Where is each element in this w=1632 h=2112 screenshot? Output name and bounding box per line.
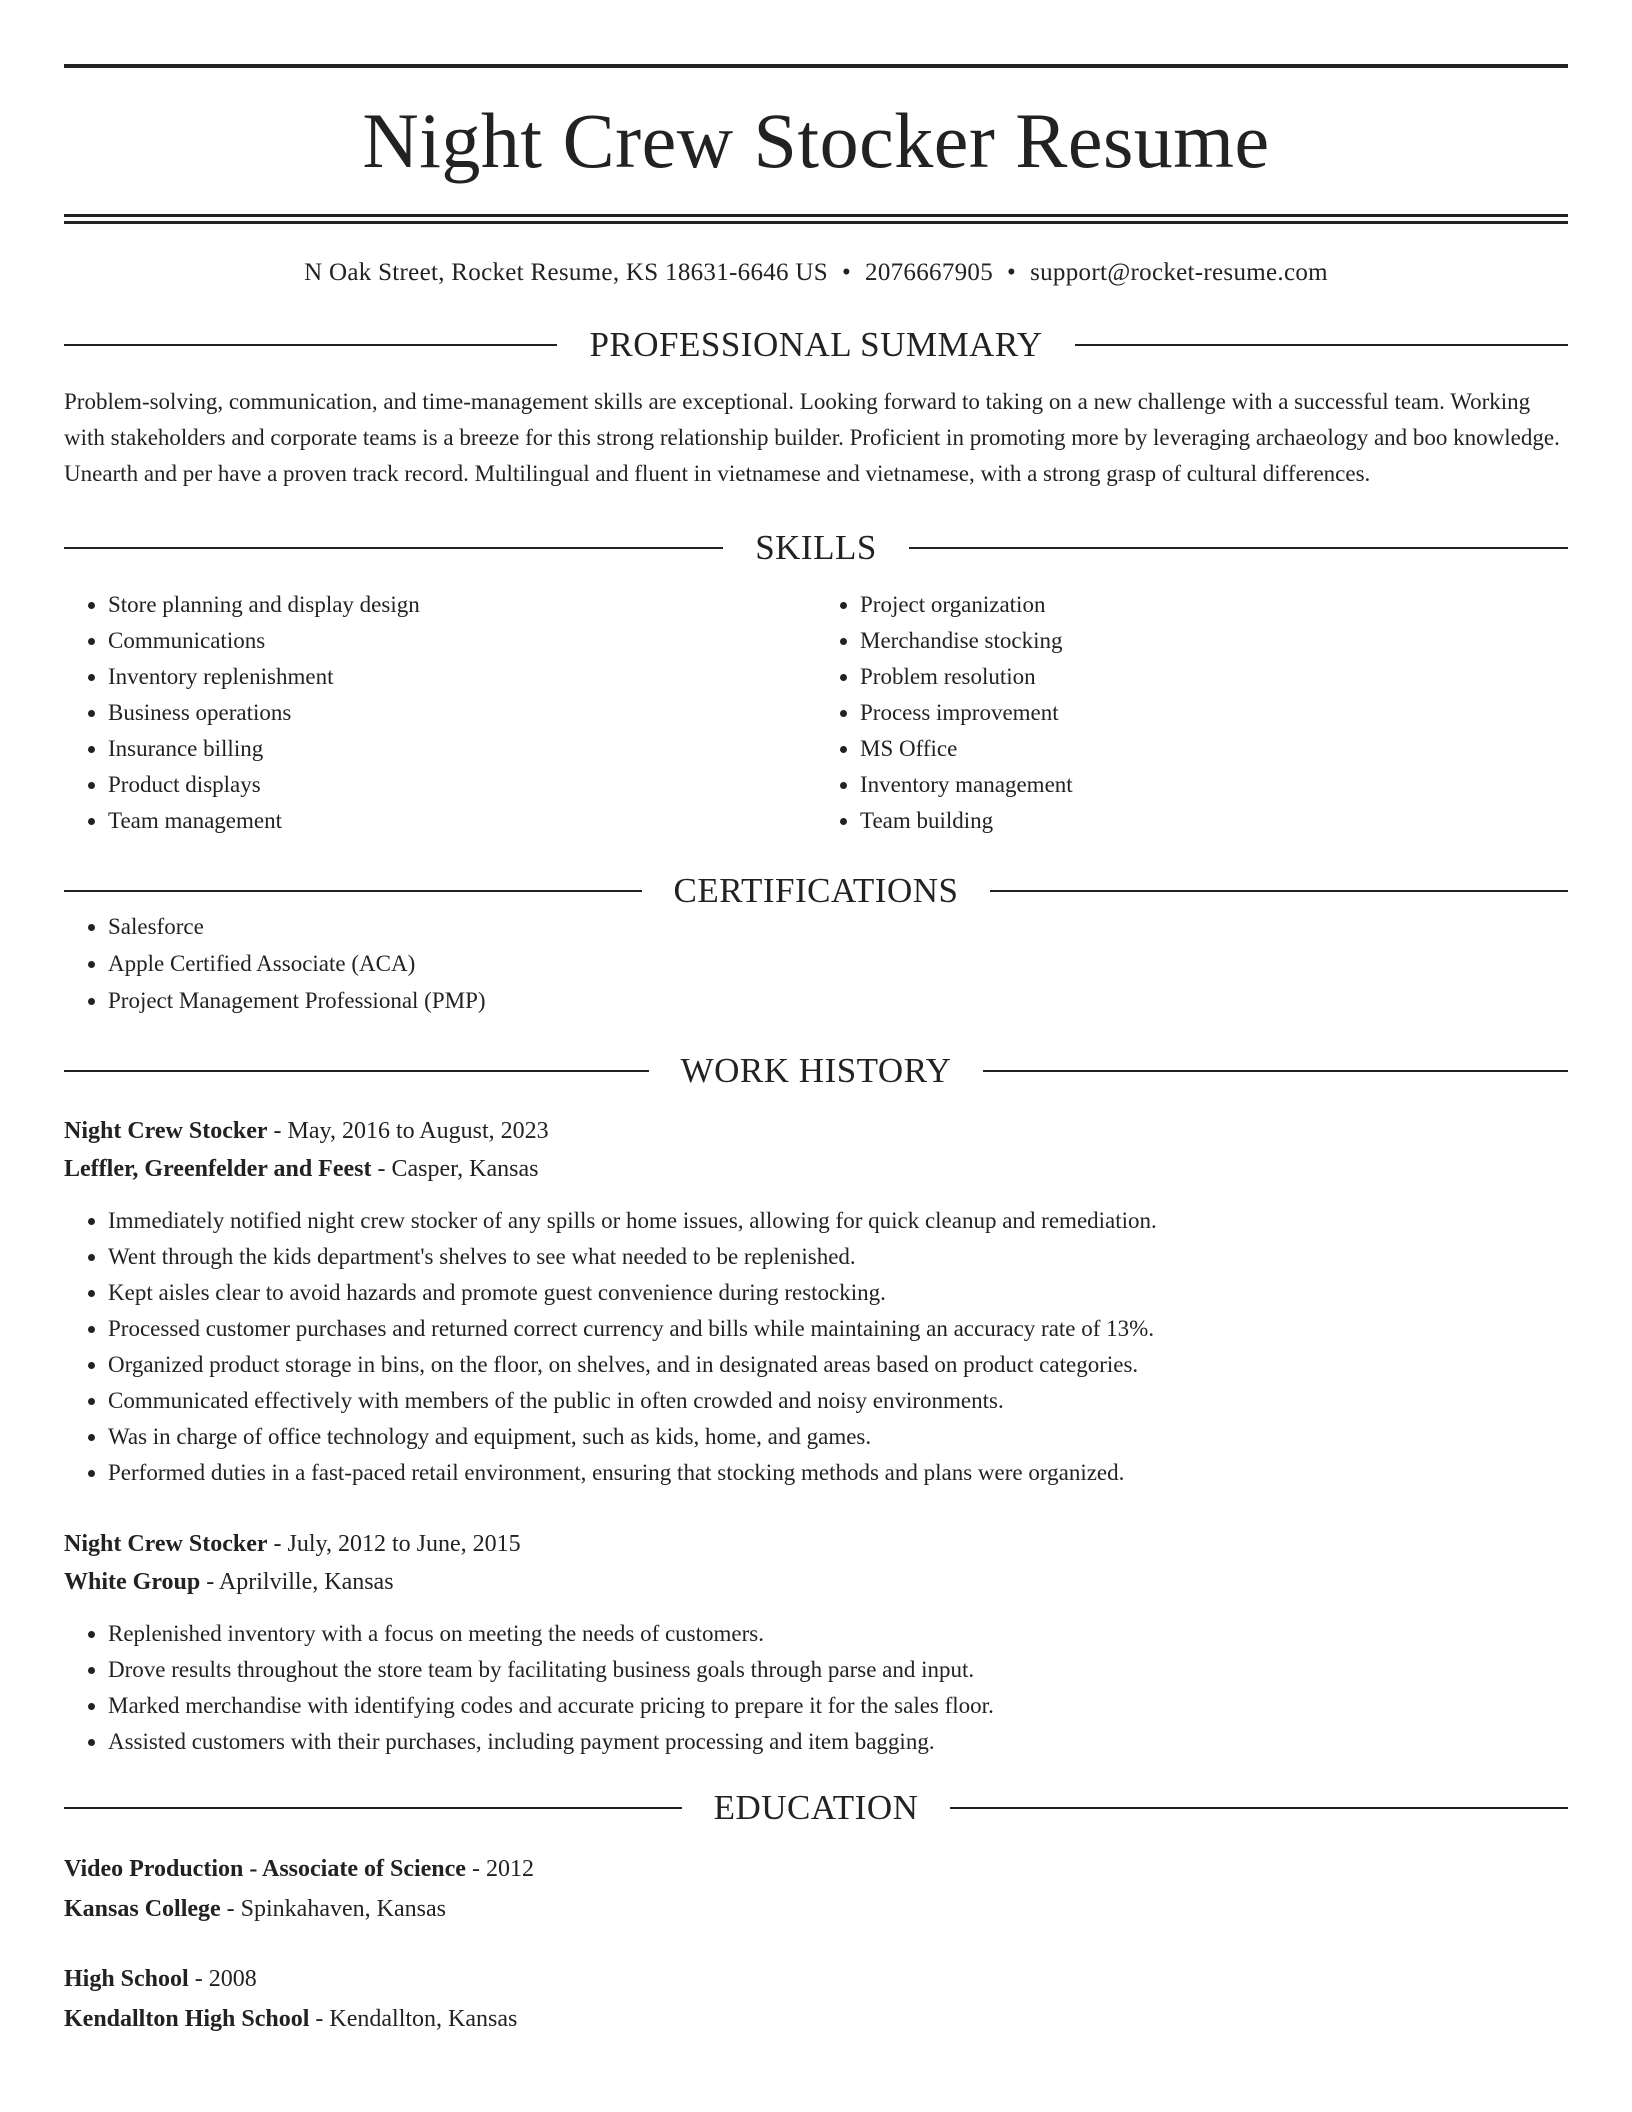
job-title-line [64, 1525, 1568, 1563]
education-location: - Kendallton, Kansas [309, 2006, 518, 2032]
job-location: - Aprilville, Kansas [200, 1569, 394, 1595]
title-block [64, 64, 1568, 224]
contact-separator: • [841, 259, 852, 286]
certification-item: • Apple Certified Associate (ACA) [108, 945, 1568, 982]
heading-rule [950, 1807, 1568, 1809]
contact-line [64, 260, 1568, 285]
heading-rule [990, 890, 1568, 892]
job-title: Night Crew Stocker [64, 1118, 268, 1144]
resume-title: Night Crew Stocker Resume [362, 97, 1270, 184]
job-dates: - May, 2016 to August, 2023 [267, 1118, 549, 1144]
job-company: White Group [64, 1569, 201, 1595]
heading-rule [64, 890, 642, 892]
job-duty: • Was in charge of office technology and equipment, such as kids, home, and games. [108, 1419, 1568, 1455]
heading-rule [64, 547, 723, 549]
heading-rule [909, 547, 1568, 549]
contact-email: support@rocket-resume.com [1030, 259, 1328, 286]
certifications-list [64, 908, 1568, 1019]
skill-item: • Project organization [860, 587, 1568, 623]
education-year: - 2008 [188, 1966, 257, 1992]
job-company-line [64, 1563, 1568, 1601]
education-school-line [64, 1889, 1568, 1929]
contact-address: N Oak Street, Rocket Resume, KS 18631-6646 US [304, 259, 828, 286]
skill-item: • Team building [860, 803, 1568, 839]
education-school-line [64, 1999, 1568, 2039]
title-double-rule [64, 214, 1568, 224]
education-degree-line [64, 1959, 1568, 1999]
skills-list-left [64, 587, 816, 839]
section-title: SKILLS [755, 528, 877, 567]
certification-item: • Project Management Professional (PMP) [108, 982, 1568, 1019]
skill-item: • Store planning and display design [108, 587, 816, 623]
job-duty: • Went through the kids department's shelves to see what needed to be replenished. [108, 1239, 1568, 1275]
education-entry [64, 1849, 1568, 1929]
education-school: Kendallton High School [64, 2006, 310, 2032]
job-duties-list [64, 1616, 1568, 1760]
heading-rule [1075, 344, 1568, 346]
job-duty: • Drove results throughout the store team by facilitating business goals through parse and input. [108, 1652, 1568, 1688]
skill-item: • Team management [108, 803, 816, 839]
job-duty: • Replenished inventory with a focus on meeting the needs of customers. [108, 1616, 1568, 1652]
education-degree: Video Production - Associate of Science [64, 1856, 466, 1882]
skill-item: • Insurance billing [108, 731, 816, 767]
summary-paragraph: Problem-solving, communication, and time-management skills are exceptional. Looking forward to taking on a new challenge with a successful team. Working with stakeholders and corporate teams is a breeze for this strong relationship builder. Proficient in promoting more by leveraging archaeology and boo knowledge. Unearth and per have a proven track record. Multilingual and fluent in vietnamese and vietnamese, with a strong grasp of cultural differences. [64, 389, 1560, 486]
education-entry [64, 1959, 1568, 2039]
section-heading-summary [64, 327, 1568, 362]
skills-grid [64, 587, 1568, 839]
heading-rule [64, 1070, 649, 1072]
job-duty: • Immediately notified night crew stocker of any spills or home issues, allowing for quick cleanup and remediation. [108, 1203, 1568, 1239]
heading-rule [64, 1807, 682, 1809]
section-heading-skills [64, 530, 1568, 565]
section-heading-work-history [64, 1053, 1568, 1088]
job-title-line [64, 1112, 1568, 1150]
job-company: Leffler, Greenfelder and Feest [64, 1156, 372, 1182]
section-heading-education [64, 1790, 1568, 1825]
skill-item: • Problem resolution [860, 659, 1568, 695]
job-company-line [64, 1150, 1568, 1188]
skill-item: • Process improvement [860, 695, 1568, 731]
resume-page [64, 0, 1568, 2039]
section-title: EDUCATION [713, 1788, 919, 1827]
skill-item: • Merchandise stocking [860, 623, 1568, 659]
job-duty: • Marked merchandise with identifying codes and accurate pricing to prepare it for the sales floor. [108, 1688, 1568, 1724]
skill-item: • Communications [108, 623, 816, 659]
job-duty: • Performed duties in a fast-paced retail environment, ensuring that stocking methods and plans were organized. [108, 1455, 1568, 1491]
section-heading-certifications [64, 873, 1568, 908]
skill-item: • MS Office [860, 731, 1568, 767]
heading-rule [64, 344, 557, 346]
education-degree-line [64, 1849, 1568, 1889]
skill-item: • Business operations [108, 695, 816, 731]
job-duties-list [64, 1203, 1568, 1491]
job-duty: • Communicated effectively with members of the public in often crowded and noisy environments. [108, 1383, 1568, 1419]
job-location: - Casper, Kansas [371, 1156, 539, 1182]
heading-rule [983, 1070, 1568, 1072]
skill-item: • Inventory replenishment [108, 659, 816, 695]
certification-item: • Salesforce [108, 908, 1568, 945]
contact-phone: 2076667905 [865, 259, 994, 286]
job-entry [64, 1112, 1568, 1491]
education-school: Kansas College [64, 1896, 221, 1922]
education-year: - 2012 [465, 1856, 534, 1882]
job-duty: • Processed customer purchases and returned correct currency and bills while maintaining an accuracy rate of 13%. [108, 1311, 1568, 1347]
job-title: Night Crew Stocker [64, 1531, 268, 1557]
top-rule [64, 64, 1568, 68]
education-location: - Spinkahaven, Kansas [220, 1896, 446, 1922]
job-duty: • Assisted customers with their purchases, including payment processing and item bagging. [108, 1724, 1568, 1760]
skill-item: • Inventory management [860, 767, 1568, 803]
contact-separator: • [1007, 259, 1017, 286]
education-degree: High School [64, 1966, 189, 1992]
job-entry [64, 1525, 1568, 1760]
section-title: PROFESSIONAL SUMMARY [589, 325, 1043, 364]
skill-item: • Product displays [108, 767, 816, 803]
job-duty: • Organized product storage in bins, on the floor, on shelves, and in designated areas based on product categories. [108, 1347, 1568, 1383]
section-title: WORK HISTORY [680, 1051, 952, 1090]
job-duty: • Kept aisles clear to avoid hazards and promote guest convenience during restocking. [108, 1275, 1568, 1311]
skills-list-right [816, 587, 1568, 839]
job-dates: - July, 2012 to June, 2015 [267, 1531, 521, 1557]
section-title: CERTIFICATIONS [673, 871, 959, 910]
